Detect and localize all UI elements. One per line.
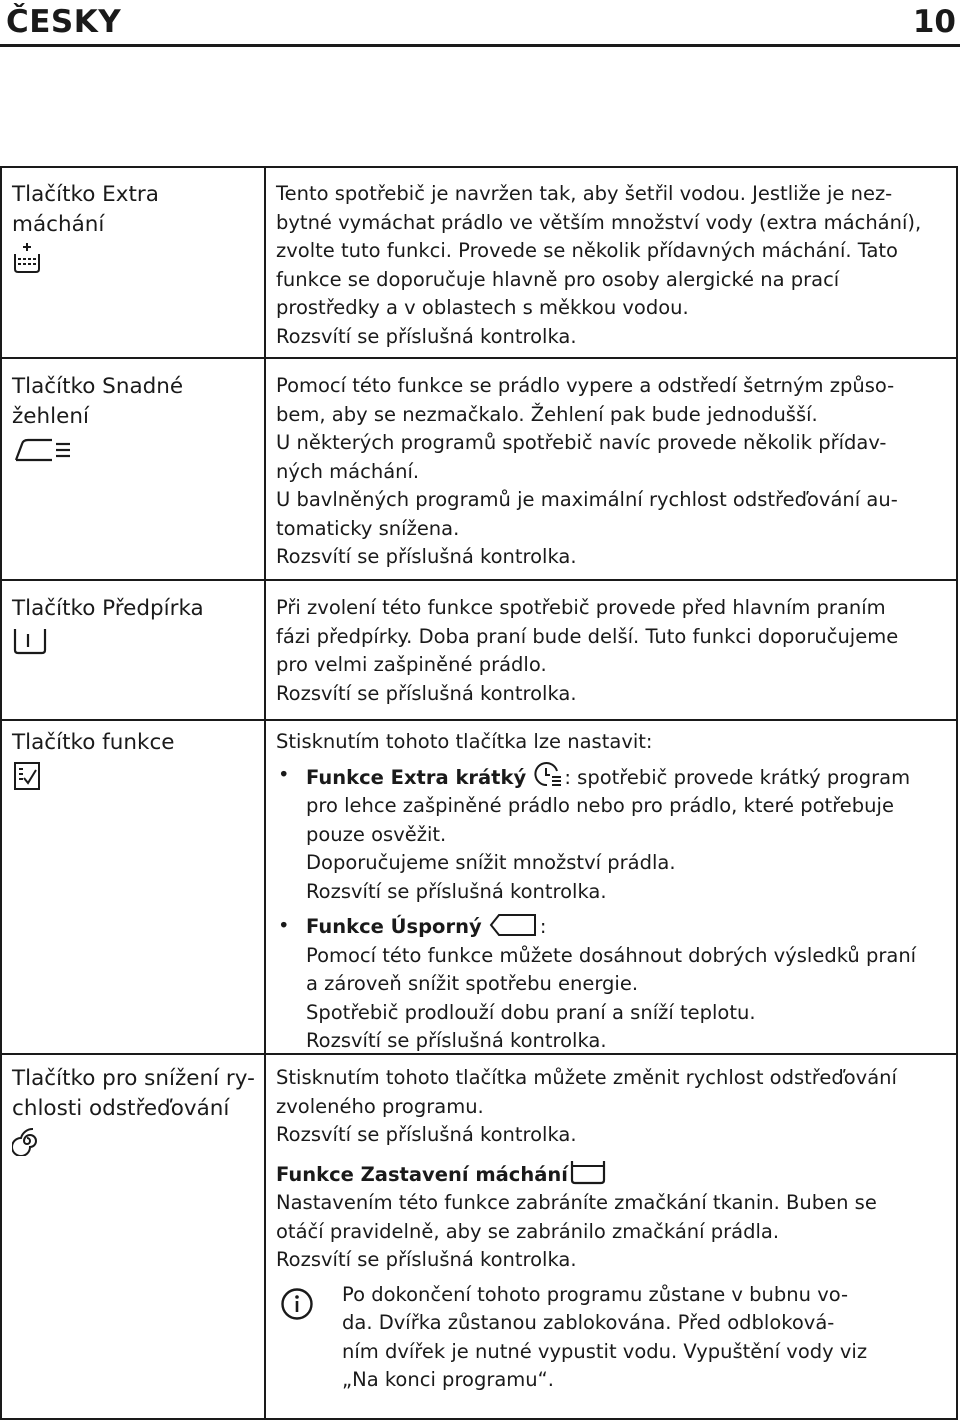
page-header <box>0 0 960 46</box>
text-line: Rozsvítí se příslušná kontrolka. <box>276 681 577 705</box>
text-line: U bavlněných programů je maximální rychlost odstřeďování au- <box>276 488 898 511</box>
text-line: bem, aby se nezmačkalo. Žehlení pak bude jednodušší. <box>276 402 818 426</box>
text-line: Rozsvítí se příslušná kontrolka. <box>276 1123 577 1146</box>
intro-text: Stisknutím tohoto tlačítka lze nastavit: <box>276 730 653 753</box>
label-text: Tlačítko pro snížení ry- <box>12 1066 255 1091</box>
info-icon <box>280 1287 314 1321</box>
bullet-colon: : <box>539 915 547 938</box>
bullet-text: spotřebič provede krátký program <box>570 765 911 789</box>
text-line: Rozsvítí se příslušná kontrolka. <box>276 545 577 568</box>
note-line: ním dvířek je nutné vypustit vodu. Vypuštění vody viz <box>342 1339 868 1363</box>
row-label-prewash <box>12 594 256 656</box>
eco-icon <box>489 912 539 938</box>
info-note <box>276 1281 952 1395</box>
label-text: Tlačítko Extra máchání <box>12 182 159 237</box>
text-line: zvolte tuto funkci. Provede se několik přídavných máchání. Tato <box>276 239 898 262</box>
note-line: „Na konci programu“. <box>342 1368 554 1391</box>
text-line: otáčí pravidelně, aby se zabránilo zmačkání prádla. <box>276 1219 780 1243</box>
row-label-extra-rinse <box>12 180 256 274</box>
text-line: pro lehce zašpiněné prádlo nebo pro prádlo, které potřebuje <box>306 794 894 817</box>
note-line: Po dokončení tohoto programu zůstane v bubnu vo- <box>342 1282 849 1306</box>
text-line: Rozsvítí se příslušná kontrolka. <box>306 1029 607 1052</box>
bullet-title: Funkce Extra krátký <box>306 765 527 789</box>
extra-rinse-icon <box>12 242 42 274</box>
label-text: Tlačítko Předpírka <box>12 596 204 621</box>
label-text: chlosti odstřeďování <box>12 1096 230 1121</box>
label-text: Tlačítko funkce <box>12 730 175 755</box>
bullet-eco <box>276 912 952 1056</box>
page-number: 10 <box>912 4 956 40</box>
header-rule <box>0 44 960 47</box>
options-table <box>0 166 958 1420</box>
row-label-spin-reduction <box>12 1064 256 1156</box>
text-line: Doporučujeme snížit množství prádla. <box>306 851 676 874</box>
text-line: Rozsvítí se příslušná kontrolka. <box>276 324 577 348</box>
row-divider <box>2 357 956 359</box>
text-line: funkce se doporučuje hlavně pro osoby alergické na prací <box>276 267 840 291</box>
text-line: U některých programů spotřebič navíc provede několik přídav- <box>276 431 887 454</box>
row-divider <box>2 579 956 581</box>
text-line: Při zvolení této funkce spotřebič provede před hlavním praním <box>276 596 886 619</box>
text-line: Tento spotřebič je navržen tak, aby šetřil vodou. Jestliže je nez- <box>276 182 893 205</box>
bullet-mark: • <box>278 914 290 937</box>
row-description-easy-iron <box>276 372 952 572</box>
row-description-extra-rinse <box>276 180 952 351</box>
text-line: ných máchání. <box>276 459 420 483</box>
text-line: Pomocí této funkce můžete dosáhnout dobrých výsledků praní <box>306 943 917 967</box>
text-line: pro velmi zašpiněné prádlo. <box>276 653 547 676</box>
function-icon <box>12 760 42 792</box>
column-divider <box>264 168 266 1418</box>
rinse-hold-icon <box>569 1158 607 1186</box>
text-line: a zároveň snížit spotřebu energie. <box>306 972 639 995</box>
bullet-extra-quick <box>276 761 952 907</box>
text-line: zvoleného programu. <box>276 1094 484 1118</box>
bullet-mark: • <box>278 762 290 786</box>
row-description-spin-reduction <box>276 1064 952 1395</box>
spin-icon <box>12 1126 42 1156</box>
row-description-function <box>276 728 952 1056</box>
text-line: pouze osvěžit. <box>306 822 447 846</box>
iron-icon <box>12 434 74 464</box>
prewash-icon <box>12 626 48 656</box>
quick-icon <box>533 761 563 789</box>
text-line: Spotřebič prodlouží dobu praní a sníží teplotu. <box>306 1000 756 1024</box>
text-line: tomaticky snížena. <box>276 516 460 540</box>
row-label-easy-iron <box>12 372 256 464</box>
row-description-prewash <box>276 594 952 708</box>
text-line: Rozsvítí se příslušná kontrolka. <box>276 1248 577 1271</box>
note-line: da. Dvířka zůstanou zablokována. Před odbloková- <box>342 1311 835 1334</box>
row-divider <box>2 719 956 721</box>
row-label-function <box>12 728 256 792</box>
text-line: Nastavením této funkce zabráníte zmačkání tkanin. Buben se <box>276 1191 877 1214</box>
label-text: Tlačítko Snadné žehlení <box>12 374 184 429</box>
rinse-hold-title: Funkce Zastavení máchání <box>276 1162 568 1186</box>
text-line: prostředky a v oblastech s měkkou vodou. <box>276 296 689 319</box>
bullet-colon: : <box>564 765 571 789</box>
language-title: ČESKY <box>6 4 122 40</box>
text-line: bytné vymáchat prádlo ve větším množství vody (extra máchání), <box>276 210 922 234</box>
text-line: fázi předpírky. Doba praní bude delší. Tuto funkci doporučujeme <box>276 624 899 648</box>
text-line: Pomocí této funkce se prádlo vypere a odstředí šetrným způso- <box>276 374 895 397</box>
text-line: Stisknutím tohoto tlačítka můžete změnit rychlost odstřeďování <box>276 1066 897 1089</box>
text-line: Rozsvítí se příslušná kontrolka. <box>306 879 607 903</box>
bullet-title: Funkce Úsporný <box>306 915 482 938</box>
